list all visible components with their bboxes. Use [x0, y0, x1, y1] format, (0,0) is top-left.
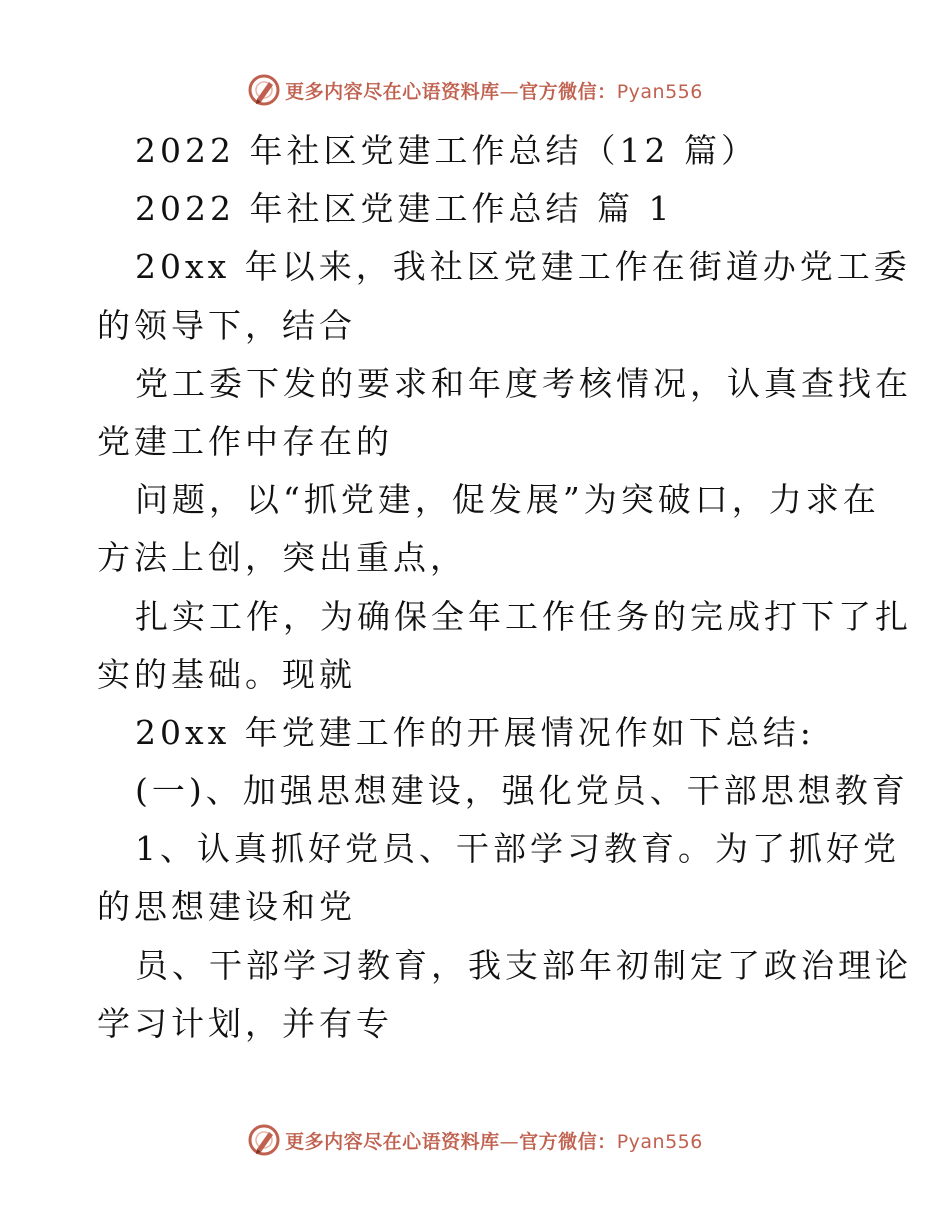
paragraph-line: 员、干部学习教育，我支部年初制定了政治理论	[135, 945, 912, 985]
banner-wechat-id: Pyan556	[616, 1130, 703, 1153]
banner-wechat-label: 官方微信：	[519, 1130, 617, 1153]
banner-site-name: 更多内容尽在心语资料库	[285, 80, 500, 103]
document-title: 2022 年社区党建工作总结（12 篇）	[135, 131, 758, 170]
banner-text	[285, 1127, 703, 1154]
header-watermark-banner	[0, 70, 950, 110]
section-heading: (一)、加强思想建设，强化党员、干部思想教育	[135, 771, 909, 811]
banner-dash: —	[499, 80, 520, 103]
paragraph-line: 方法上创，突出重点，	[97, 538, 467, 578]
paragraph-line: 学习计划，并有专	[97, 1003, 393, 1043]
paragraph-line: 党工委下发的要求和年度考核情况，认真查找在	[135, 363, 912, 403]
banner-site-name: 更多内容尽在心语资料库	[285, 1130, 500, 1153]
paragraph-line: 的思想建设和党	[97, 887, 356, 927]
paragraph-line: 20xx 年以来，我社区党建工作在街道办党工委	[135, 247, 911, 287]
banner-wechat-label: 官方微信：	[519, 80, 617, 103]
document-body	[97, 122, 912, 1053]
paragraph-line: 的领导下，结合	[97, 305, 356, 345]
banner-dash: —	[499, 1130, 520, 1153]
paragraph-line: 实的基础。现就	[97, 654, 356, 694]
footer-watermark-banner	[0, 1120, 950, 1160]
paragraph-line: 1、认真抓好党员、干部学习教育。为了抓好党	[135, 829, 900, 869]
banner-wechat-id: Pyan556	[616, 80, 703, 103]
banner-text	[285, 77, 703, 104]
pen-circle-logo-icon	[247, 1123, 281, 1157]
paragraph-line: 问题，以“抓党建，促发展”为突破口，力求在	[135, 480, 880, 520]
pen-circle-logo-icon	[247, 73, 281, 107]
paragraph-line: 20xx 年党建工作的开展情况作如下总结:	[135, 712, 815, 752]
paragraph-line: 扎实工作，为确保全年工作任务的完成打下了扎	[135, 596, 912, 636]
document-heading: 2022 年社区党建工作总结 篇 1	[135, 189, 674, 229]
paragraph-line: 党建工作中存在的	[97, 421, 393, 461]
